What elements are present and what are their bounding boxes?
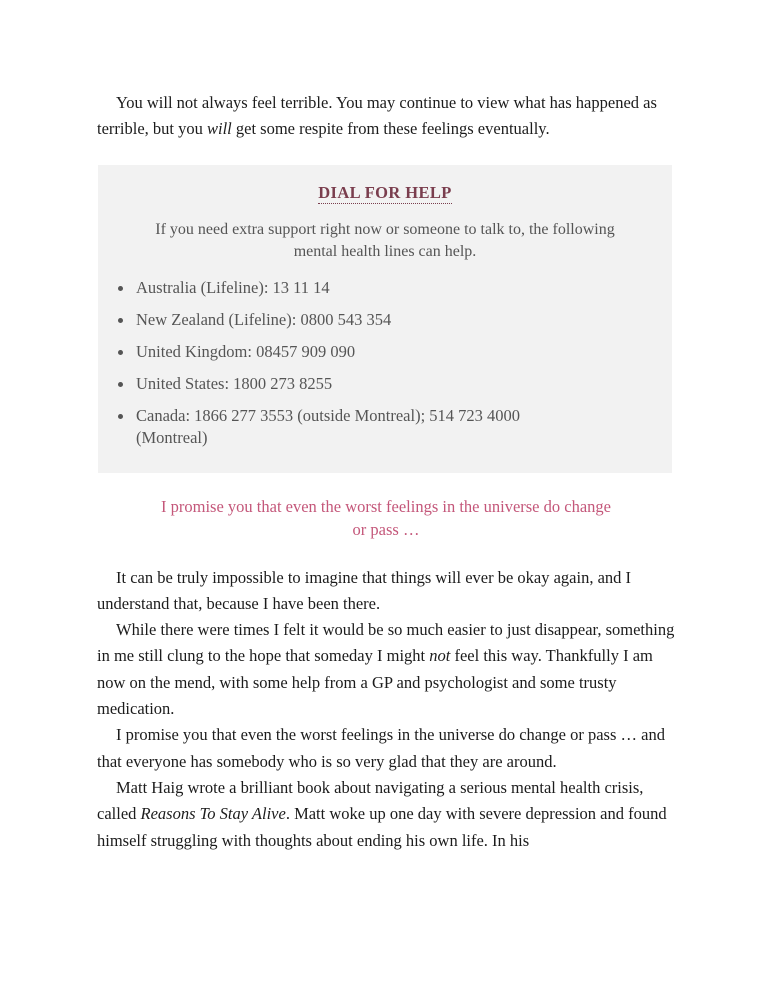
body-p2-text-2: feel this way. Thankfully I am now on the mend, with some help from a GP and psychologist and some trusty medication. <box>97 646 653 719</box>
helpline-item <box>118 405 672 449</box>
body-paragraph-1: It can be truly impossible to imagine that things will ever be okay again, and I understand that, because I have been there. <box>97 567 632 613</box>
intro-paragraph <box>97 90 675 143</box>
helpline-item <box>118 309 672 331</box>
body-p4-text-2: . Matt woke up one day with severe depression and found himself struggling with thoughts about ending his own life. In his <box>97 804 667 850</box>
intro-emphasis: will <box>206 119 232 139</box>
callout-title <box>98 183 672 203</box>
helpline-text: New Zealand (Lifeline): 0800 543 354 <box>136 309 392 329</box>
helpline-item <box>118 277 672 299</box>
helpline-text: United Kingdom: 08457 909 090 <box>136 341 356 361</box>
helpline-list <box>98 277 672 449</box>
book-title: Reasons To Stay Alive <box>140 804 286 824</box>
helpline-item <box>118 341 672 363</box>
intro-text-1: You will not always feel terrible. You may continue to view what has happened as terrible, but you <box>97 93 657 139</box>
bullet-icon <box>118 382 123 387</box>
helpline-text: United States: 1800 273 8255 <box>136 373 333 393</box>
body-p2-emphasis: not <box>429 646 451 666</box>
intro-text-2: get some respite from these feelings eventually. <box>231 119 550 139</box>
callout-intro: If you need extra support right now or someone to talk to, the following mental health lines can help. <box>155 220 615 260</box>
bullet-icon <box>118 350 123 355</box>
body-p2-text-1: While there were times I felt it would be so much easier to just disappear, something in me still clung to the hope that someday I might <box>97 620 675 666</box>
pull-quote: I promise you that even the worst feelings in the universe do change or pass … <box>161 496 611 539</box>
bullet-icon <box>118 318 123 323</box>
callout-title-text: DIAL FOR HELP <box>318 182 452 202</box>
page-content <box>97 90 675 854</box>
dial-for-help-box <box>98 165 672 473</box>
bullet-icon <box>118 414 123 419</box>
body-paragraph-2 <box>97 617 675 722</box>
helpline-text: Australia (Lifeline): 13 11 14 <box>136 277 330 297</box>
body-p4-text-1: Matt Haig wrote a brilliant book about navigating a serious mental health crisis, called <box>97 777 644 824</box>
body-paragraph-4 <box>97 775 675 854</box>
body-paragraph-3: I promise you that even the worst feelings in the universe do change or pass … and that everyone has somebody who is so very glad that they are around. <box>97 725 665 771</box>
helpline-item <box>118 373 672 395</box>
helpline-text: Canada: 1866 277 3553 (outside Montreal); 514 723 4000 (Montreal) <box>136 405 521 447</box>
bullet-icon <box>118 286 123 291</box>
